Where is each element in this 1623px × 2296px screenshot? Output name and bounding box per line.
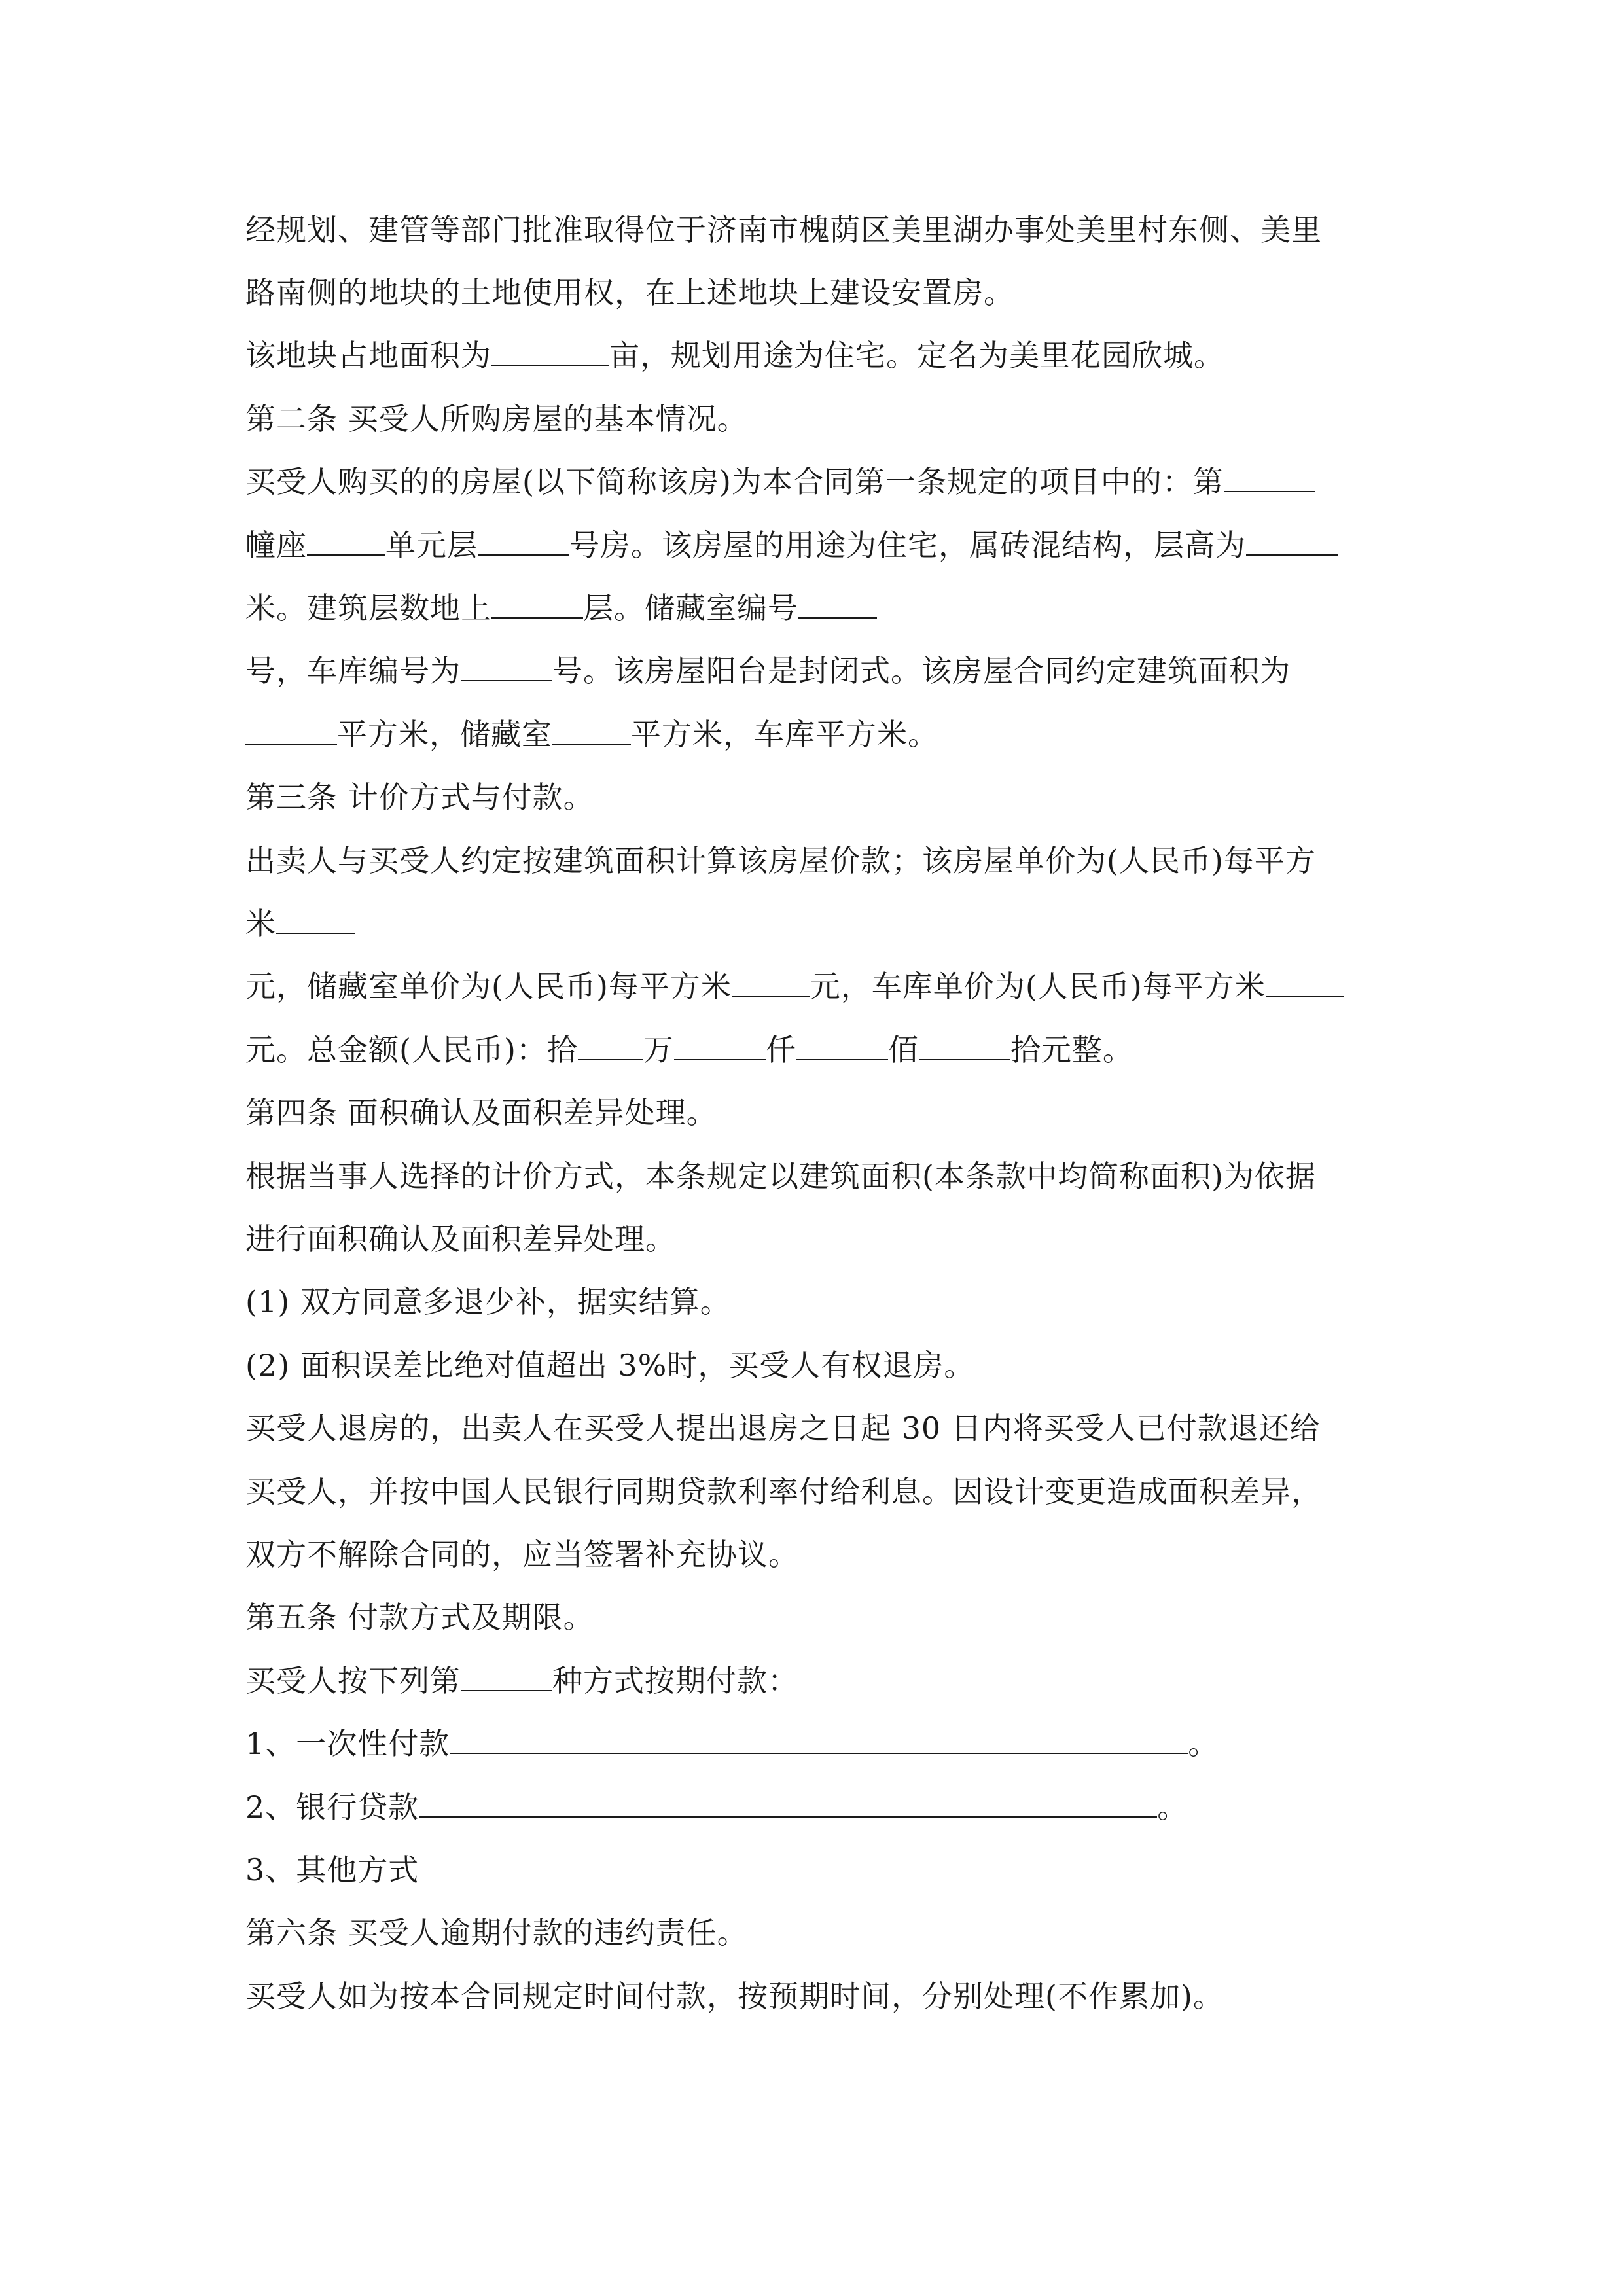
article-heading: [245, 1913, 1397, 1952]
text-segment: 第五条 付款方式及期限。: [245, 1600, 594, 1635]
text-segment: 万: [643, 1032, 674, 1067]
paragraph-line: [245, 210, 1397, 249]
text-segment: 元，车库单价为(人民币)每平方米: [810, 969, 1266, 1004]
fill-in-blank[interactable]: [307, 527, 385, 556]
paragraph-line: [245, 1219, 1397, 1259]
paragraph-line: [245, 1030, 1397, 1069]
fill-in-blank[interactable]: [491, 590, 583, 619]
paragraph-line: [245, 462, 1397, 501]
fill-in-blank[interactable]: [450, 1725, 1188, 1754]
text-segment: 佰: [887, 1032, 919, 1067]
text-segment: 亩，规划用途为住宅。定名为美里花园欣城。: [609, 338, 1224, 373]
text-segment: 幢座: [245, 528, 307, 563]
fill-in-blank[interactable]: [578, 1031, 643, 1060]
paragraph-line: [245, 1977, 1397, 2016]
paragraph-line: [245, 526, 1397, 565]
paragraph-line: [245, 1661, 1397, 1700]
article-heading: [245, 1598, 1397, 1637]
paragraph-line: [245, 904, 1397, 943]
text-segment: 该地块占地面积为: [245, 338, 491, 373]
text-segment: 元。总金额(人民币)：拾: [245, 1032, 578, 1067]
text-segment: 买受人如为按本合同规定时间付款，按预期时间，分别处理(不作累加)。: [245, 1979, 1224, 2014]
text-segment: 路南侧的地块的土地使用权，在上述地块上建设安置房。: [245, 275, 1014, 310]
fill-in-blank[interactable]: [796, 1031, 888, 1060]
list-item: [245, 1787, 1397, 1827]
text-segment: 。: [1157, 1789, 1188, 1825]
text-segment: 第二条 买受人所购房屋的基本情况。: [245, 401, 748, 437]
fill-in-blank[interactable]: [419, 1789, 1157, 1818]
list-item: [245, 1724, 1397, 1763]
fill-in-blank[interactable]: [1246, 527, 1338, 556]
text-segment: 经规划、建管等部门批准取得位于济南市槐荫区美里湖办事处美里村东侧、美里: [245, 212, 1322, 247]
paragraph-line: [245, 1472, 1397, 1511]
text-segment: 进行面积确认及面积差异处理。: [245, 1221, 676, 1257]
text-segment: 2、银行贷款: [245, 1789, 419, 1825]
paragraph-line: [245, 841, 1397, 880]
text-segment: 买受人按下列第: [245, 1663, 461, 1698]
text-segment: 。: [1188, 1726, 1219, 1761]
article-heading: [245, 399, 1397, 439]
fill-in-blank[interactable]: [732, 968, 810, 997]
text-segment: (1) 双方同意多退少补，据实结算。: [245, 1284, 731, 1319]
text-segment: (2) 面积误差比绝对值超出 3%时，买受人有权退房。: [245, 1348, 975, 1383]
paragraph-line: [245, 967, 1397, 1006]
fill-in-blank[interactable]: [478, 527, 569, 556]
text-segment: 根据当事人选择的计价方式，本条规定以建筑面积(本条款中均简称面积)为依据: [245, 1158, 1316, 1194]
text-segment: 第三条 计价方式与付款。: [245, 780, 594, 815]
text-segment: 买受人购买的的房屋(以下简称该房)为本合同第一条规定的项目中的：第: [245, 464, 1224, 499]
fill-in-blank[interactable]: [919, 1031, 1010, 1060]
paragraph-line: [245, 273, 1397, 312]
text-segment: 平方米，储藏室: [337, 717, 552, 752]
text-segment: 双方不解除合同的，应当签署补充协议。: [245, 1537, 799, 1572]
text-segment: 号，车库编号为: [245, 653, 461, 689]
fill-in-blank[interactable]: [245, 716, 337, 745]
article-heading: [245, 1093, 1397, 1132]
text-segment: 层。储藏室编号: [583, 590, 798, 626]
fill-in-blank[interactable]: [674, 1031, 766, 1060]
text-segment: 单元层: [385, 528, 478, 563]
text-segment: 买受人，并按中国人民银行同期贷款利率付给利息。因设计变更造成面积差异，: [245, 1474, 1322, 1509]
list-item: [245, 1850, 1397, 1890]
paragraph-line: [245, 715, 1397, 754]
fill-in-blank[interactable]: [461, 653, 552, 681]
text-segment: 种方式按期付款：: [552, 1663, 798, 1698]
list-item: [245, 1346, 1397, 1385]
fill-in-blank[interactable]: [461, 1662, 552, 1691]
paragraph-line: [245, 1408, 1397, 1448]
text-segment: 买受人退房的，出卖人在买受人提出退房之日起 30 日内将买受人已付款退还给: [245, 1410, 1321, 1446]
list-item: [245, 1282, 1397, 1321]
fill-in-blank[interactable]: [1224, 463, 1315, 492]
fill-in-blank[interactable]: [276, 905, 355, 934]
fill-in-blank[interactable]: [552, 716, 631, 745]
text-segment: 拾元整。: [1010, 1032, 1133, 1067]
text-segment: 第六条 买受人逾期付款的违约责任。: [245, 1915, 748, 1950]
text-segment: 元，储藏室单价为(人民币)每平方米: [245, 969, 732, 1004]
paragraph-line: [245, 1535, 1397, 1574]
text-segment: 号房。该房屋的用途为住宅，属砖混结构，层高为: [569, 528, 1246, 563]
text-segment: 仟: [765, 1032, 796, 1067]
text-segment: 号。该房屋阳台是封闭式。该房屋合同约定建筑面积为: [552, 653, 1291, 689]
fill-in-blank[interactable]: [491, 337, 609, 366]
paragraph-line: [245, 1157, 1397, 1196]
text-segment: 出卖人与买受人约定按建筑面积计算该房屋价款；该房屋单价为(人民币)每平方: [245, 843, 1316, 878]
text-segment: 米: [245, 906, 276, 941]
text-segment: 第四条 面积确认及面积差异处理。: [245, 1095, 717, 1130]
text-segment: 米。建筑层数地上: [245, 590, 491, 626]
paragraph-line: [245, 336, 1397, 375]
text-segment: 3、其他方式: [245, 1852, 419, 1888]
text-segment: 平方米，车库平方米。: [631, 717, 938, 752]
article-heading: [245, 778, 1397, 817]
paragraph-line: [245, 588, 1397, 628]
fill-in-blank[interactable]: [1266, 968, 1344, 997]
fill-in-blank[interactable]: [798, 590, 877, 619]
text-segment: 1、一次性付款: [245, 1726, 450, 1761]
paragraph-line: [245, 651, 1397, 691]
